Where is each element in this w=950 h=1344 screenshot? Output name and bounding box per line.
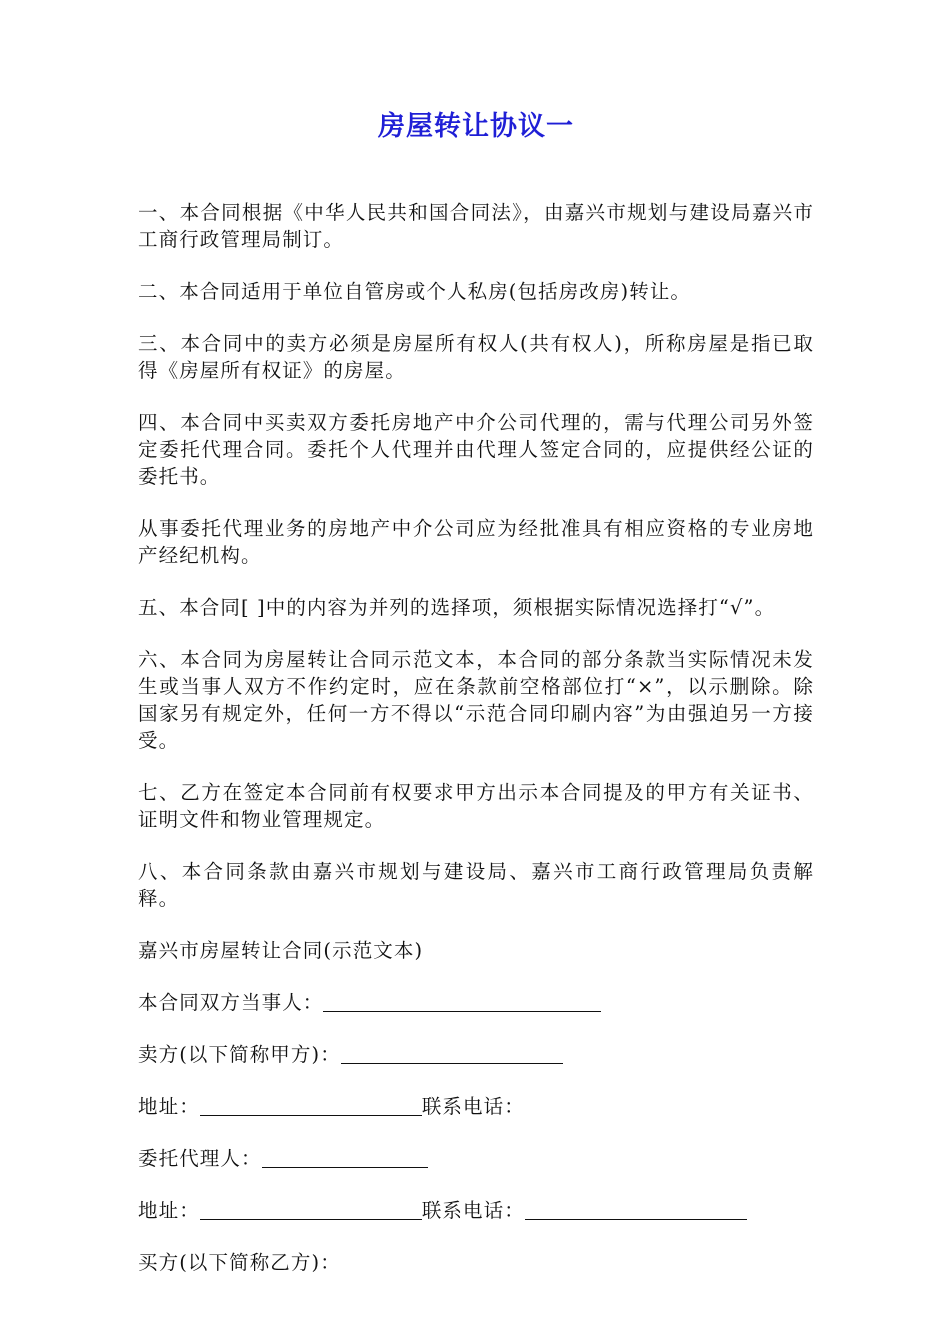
- agent-phone-blank[interactable]: [525, 1199, 747, 1220]
- document-title: 房屋转让协议一: [378, 111, 574, 142]
- paragraph-5: 五、本合同[ ]中的内容为并列的选择项，须根据实际情况选择打“√”。: [138, 596, 776, 619]
- paragraph-7: 七、乙方在签定本合同前有权要求甲方出示本合同提及的甲方有关证书、证明文件和物业管理规定。: [138, 781, 814, 831]
- agent-phone-label: 联系电话：: [421, 1199, 525, 1222]
- agent-address-blank[interactable]: [200, 1199, 422, 1220]
- seller-address-line: [138, 1093, 814, 1120]
- seller-line: [138, 1041, 814, 1068]
- paragraph-2: 二、本合同适用于单位自管房或个人私房(包括房改房)转让。: [138, 280, 692, 303]
- seller-address-blank[interactable]: [200, 1095, 422, 1116]
- parties-label: 本合同双方当事人：: [138, 991, 324, 1014]
- seller-label: 卖方(以下简称甲方)：: [138, 1043, 341, 1066]
- seller-address-label: 地址：: [138, 1095, 200, 1118]
- parties-line: [138, 989, 814, 1016]
- seller-phone-label: 联系电话：: [421, 1095, 525, 1118]
- paragraph-4-note: 从事委托代理业务的房地产中介公司应为经批准具有相应资格的专业房地产经纪机构。: [138, 517, 814, 567]
- seller-blank[interactable]: [341, 1043, 563, 1064]
- paragraph-3: 三、本合同中的卖方必须是房屋所有权人(共有权人)，所称房屋是指已取得《房屋所有权证》的房屋。: [138, 332, 814, 382]
- agent-address-line: [138, 1197, 814, 1224]
- buyer-line: [138, 1249, 814, 1276]
- document-page: [138, 104, 814, 1301]
- parties-blank[interactable]: [323, 991, 601, 1012]
- agent-label: 委托代理人：: [138, 1147, 262, 1170]
- paragraph-4: 四、本合同中买卖双方委托房地产中介公司代理的，需与代理公司另外签定委托代理合同。委托个人代理并由代理人签定合同的，应提供经公证的委托书。: [138, 411, 814, 488]
- agent-address-label: 地址：: [138, 1199, 200, 1222]
- buyer-label: 买方(以下简称乙方)：: [138, 1251, 341, 1274]
- paragraph-8: 八、本合同条款由嘉兴市规划与建设局、嘉兴市工商行政管理局负责解释。: [138, 860, 814, 910]
- paragraph-6: 六、本合同为房屋转让合同示范文本，本合同的部分条款当实际情况未发生或当事人双方不作约定时，应在条款前空格部位打“×”，以示删除。除国家另有规定外，任何一方不得以“示范合同印刷内容”为由强迫另一方接受。: [138, 648, 814, 752]
- agent-blank[interactable]: [262, 1147, 428, 1168]
- paragraph-1: 一、本合同根据《中华人民共和国合同法》，由嘉兴市规划与建设局嘉兴市工商行政管理局制订。: [138, 201, 814, 251]
- contract-name: 嘉兴市房屋转让合同(示范文本): [138, 939, 424, 962]
- agent-line: [138, 1145, 814, 1172]
